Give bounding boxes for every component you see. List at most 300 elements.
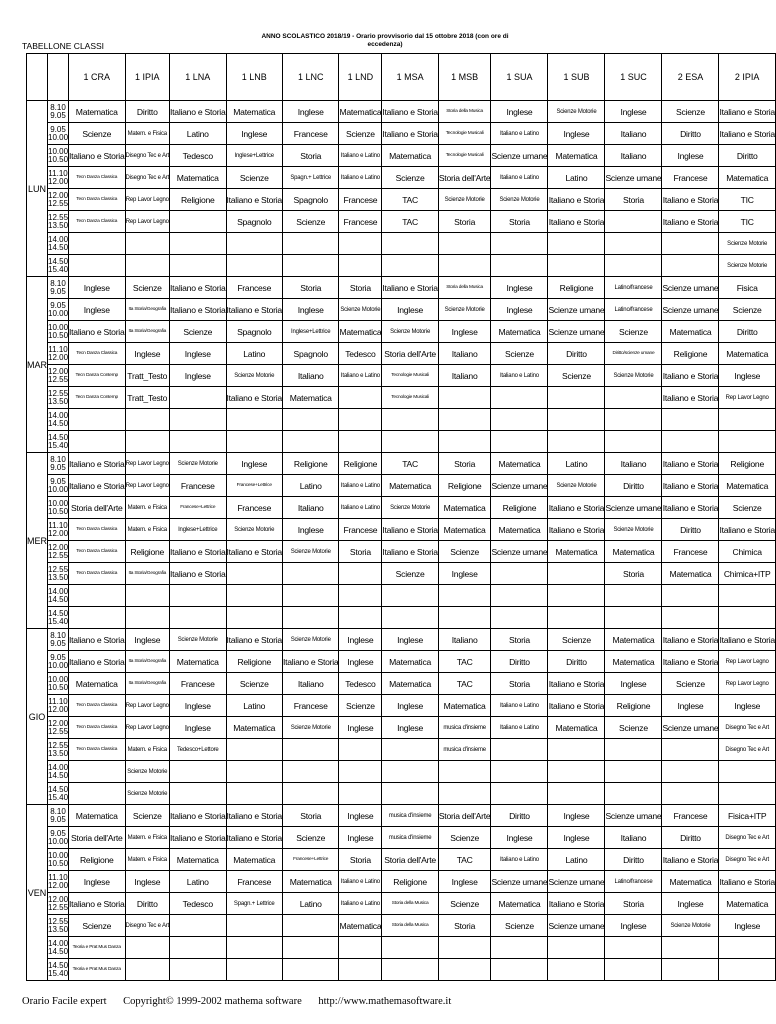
time-start: 12.00 (48, 190, 69, 200)
lesson-cell: Italiano e Latino (339, 475, 382, 497)
lesson-cell: Inglese (282, 101, 338, 123)
class-header-1-ipia: 1 IPIA (125, 54, 170, 101)
lesson-cell: Francese (662, 805, 719, 827)
lesson-cell: Latino (170, 871, 226, 893)
time-slot (48, 475, 69, 497)
lesson-cell: Matematica (491, 893, 548, 915)
lesson-cell: Matematica (282, 387, 338, 409)
lesson-cell: Inglese (125, 629, 170, 651)
lesson-cell: Inglese (339, 827, 382, 849)
schedule-row (27, 695, 776, 717)
schedule-row (27, 321, 776, 343)
lesson-cell: Scienze (382, 167, 438, 189)
lesson-cell (662, 233, 719, 255)
lesson-cell: Religione (438, 475, 491, 497)
lesson-cell: Francese (339, 519, 382, 541)
lesson-cell: Tratt_Testo (125, 387, 170, 409)
lesson-cell: Inglese (438, 321, 491, 343)
lesson-cell: Matematica (662, 871, 719, 893)
lesson-cell (491, 607, 548, 629)
lesson-cell: Francese+Lettrice (170, 497, 226, 519)
lesson-cell (170, 607, 226, 629)
lesson-cell: Inglese (69, 299, 125, 321)
lesson-cell (438, 937, 491, 959)
lesson-cell: TAC (382, 211, 438, 233)
schedule-row (27, 959, 776, 981)
lesson-cell (548, 585, 605, 607)
lesson-cell (605, 585, 662, 607)
lesson-cell: Scienze Motorie (662, 915, 719, 937)
lesson-cell: Italiano e Storia (170, 101, 226, 123)
lesson-cell: Scienze Motorie (548, 475, 605, 497)
lesson-cell: Scienze Motorie (719, 233, 775, 255)
lesson-cell: Inglese (548, 123, 605, 145)
time-slot (48, 409, 69, 431)
lesson-cell: Storia (339, 277, 382, 299)
time-slot (48, 233, 69, 255)
time-end: 10.00 (48, 836, 69, 846)
lesson-cell (382, 255, 438, 277)
lesson-cell: Matematica (69, 101, 125, 123)
time-end: 14.50 (48, 946, 69, 956)
lesson-cell: Italiano e Storia (662, 497, 719, 519)
lesson-cell: Religione (339, 453, 382, 475)
lesson-cell: Italiano e Storia (662, 629, 719, 651)
lesson-cell (662, 739, 719, 761)
lesson-cell (438, 959, 491, 981)
lesson-cell: Italiano e Latino (339, 145, 382, 167)
lesson-cell: Italiano e Latino (339, 497, 382, 519)
lesson-cell (605, 409, 662, 431)
schedule-row (27, 387, 776, 409)
lesson-cell (170, 211, 226, 233)
schedule-row (27, 453, 776, 475)
lesson-cell: Italiano e Storia (548, 189, 605, 211)
time-slot (48, 849, 69, 871)
lesson-cell (491, 409, 548, 431)
lesson-cell (662, 761, 719, 783)
lesson-cell: Inglese (662, 893, 719, 915)
time-end: 13.50 (48, 572, 69, 582)
time-start: 9.05 (50, 300, 66, 310)
lesson-cell: Scienze umane (605, 497, 662, 519)
header-corner (48, 54, 69, 101)
time-end: 10.00 (48, 484, 69, 494)
lesson-cell (69, 783, 125, 805)
schedule-row (27, 827, 776, 849)
lesson-cell: Scienze Motorie (282, 541, 338, 563)
lesson-cell (226, 585, 282, 607)
lesson-cell: Matematica (382, 673, 438, 695)
lesson-cell: Rep Lavor Legno (719, 387, 775, 409)
lesson-cell: Rep Lavor Legno (719, 673, 775, 695)
lesson-cell: Italiano e Latino (491, 167, 548, 189)
lesson-cell (339, 563, 382, 585)
lesson-cell (719, 585, 775, 607)
time-slot (48, 541, 69, 563)
lesson-cell: Tecn Danza Classica (69, 541, 125, 563)
lesson-cell: Scienze umane (491, 475, 548, 497)
time-start: 11.10 (48, 168, 68, 178)
schedule-row (27, 673, 776, 695)
time-slot (48, 123, 69, 145)
lesson-cell: Scienze Motorie (226, 519, 282, 541)
lesson-cell: TAC (382, 189, 438, 211)
lesson-cell: Spagn.+ Lettrice (226, 893, 282, 915)
lesson-cell: Francese (339, 189, 382, 211)
time-slot (48, 519, 69, 541)
lesson-cell: Diritto (125, 893, 170, 915)
lesson-cell: Storia della Musica (438, 277, 491, 299)
lesson-cell: Francese (662, 541, 719, 563)
lesson-cell (69, 233, 125, 255)
lesson-cell: Scienze (69, 915, 125, 937)
lesson-cell: Matematica (605, 629, 662, 651)
lesson-cell: Diritto (719, 321, 775, 343)
lesson-cell: Diritto (605, 849, 662, 871)
time-start: 8.10 (50, 454, 66, 464)
time-slot (48, 739, 69, 761)
time-slot (48, 343, 69, 365)
schedule-row (27, 409, 776, 431)
lesson-cell: Scienze umane (548, 299, 605, 321)
schedule-row (27, 255, 776, 277)
lesson-cell: Scienze (662, 101, 719, 123)
lesson-cell: Italiano e Storia (170, 541, 226, 563)
lesson-cell (438, 387, 491, 409)
lesson-cell: Storia (282, 145, 338, 167)
lesson-cell: Scienze (382, 563, 438, 585)
lesson-cell: Italiano e Storia (719, 123, 775, 145)
time-slot (48, 277, 69, 299)
time-slot (48, 607, 69, 629)
class-header-2-ipia: 2 IPIA (719, 54, 775, 101)
lesson-cell: Tecn Danza Classica (69, 167, 125, 189)
lesson-cell: Matematica (438, 519, 491, 541)
lesson-cell: Inglese+Lettrice (170, 519, 226, 541)
lesson-cell (282, 409, 338, 431)
lesson-cell (382, 233, 438, 255)
lesson-cell: Scienze (719, 299, 775, 321)
lesson-cell: Disegno Tec e Art (719, 827, 775, 849)
lesson-cell: Italiano e Storia (226, 805, 282, 827)
lesson-cell: Inglese (282, 299, 338, 321)
lesson-cell: Storia dell'Arte (438, 167, 491, 189)
time-end: 15.40 (48, 792, 69, 802)
lesson-cell: Scienze umane (548, 871, 605, 893)
board-label: TABELLONE CLASSI (22, 41, 105, 51)
lesson-cell: Inglese (438, 871, 491, 893)
lesson-cell: Scienze Motorie (170, 453, 226, 475)
lesson-cell (382, 431, 438, 453)
lesson-cell: Italiano e Storia (719, 871, 775, 893)
lesson-cell: Spagnolo (282, 343, 338, 365)
lesson-cell (605, 783, 662, 805)
lesson-cell: musica d'insieme (438, 717, 491, 739)
lesson-cell: Francese (226, 871, 282, 893)
lesson-cell: Tecn Danza Classica (69, 211, 125, 233)
class-header-1-sua: 1 SUA (491, 54, 548, 101)
lesson-cell (662, 607, 719, 629)
lesson-cell: TIC (719, 211, 775, 233)
lesson-cell: Matematica (719, 167, 775, 189)
lesson-cell: Disegno Tec e Art (719, 739, 775, 761)
lesson-cell: Tecnologie Musicali (382, 387, 438, 409)
lesson-cell: Inglese (491, 277, 548, 299)
lesson-cell: Italiano e Latino (491, 123, 548, 145)
lesson-cell: Inglese+Lettrice (226, 145, 282, 167)
lesson-cell: Italiano e Storia (719, 519, 775, 541)
footer-url: http://www.mathemasoftware.it (318, 996, 452, 1007)
lesson-cell: Scienze (125, 277, 170, 299)
lesson-cell: Tecn Danza Classica (69, 343, 125, 365)
lesson-cell: Storia (491, 211, 548, 233)
time-end: 12.55 (48, 550, 69, 560)
lesson-cell: Matem. e Fisica (125, 849, 170, 871)
lesson-cell: Rep Lavor Legno (125, 453, 170, 475)
lesson-cell: Matematica (339, 101, 382, 123)
schedule-row (27, 849, 776, 871)
class-header-1-msb: 1 MSB (438, 54, 491, 101)
time-start: 12.00 (48, 366, 69, 376)
lesson-cell (69, 255, 125, 277)
lesson-cell: Scienze Motorie (438, 189, 491, 211)
lesson-cell: Chimica+ITP (719, 563, 775, 585)
lesson-cell: Storia (282, 277, 338, 299)
time-slot (48, 629, 69, 651)
lesson-cell: Italiano e Storia (69, 893, 125, 915)
time-end: 12.55 (48, 374, 69, 384)
lesson-cell: Tedesco+Lettore (170, 739, 226, 761)
lesson-cell: Italiano e Storia (662, 453, 719, 475)
time-start: 12.00 (48, 542, 69, 552)
time-end: 12.55 (48, 902, 69, 912)
lesson-cell: musica d'insieme (382, 827, 438, 849)
time-end: 13.50 (48, 924, 69, 934)
lesson-cell: Scienze umane (662, 717, 719, 739)
time-start: 14.00 (48, 586, 69, 596)
lesson-cell: Diritto (662, 827, 719, 849)
lesson-cell: Scienze Motorie (438, 299, 491, 321)
lesson-cell: Italiano e Storia (226, 541, 282, 563)
class-header-1-lnc: 1 LNC (282, 54, 338, 101)
lesson-cell: Storia dell'Arte (382, 849, 438, 871)
schedule-title: ANNO SCOLASTICO 2018/19 - Orario provvisorio dal 15 ottobre 2018 (con ore di eccedenza) (261, 33, 509, 48)
lesson-cell: Storia della Musica (438, 101, 491, 123)
lesson-cell: Religione (548, 277, 605, 299)
lesson-cell: Inglese (491, 101, 548, 123)
lesson-cell: Italiano e Storia (548, 893, 605, 915)
time-start: 14.50 (48, 960, 69, 970)
lesson-cell (226, 607, 282, 629)
lesson-cell: TAC (438, 849, 491, 871)
lesson-cell: Scienze (226, 673, 282, 695)
lesson-cell: Italiano e Storia (170, 563, 226, 585)
lesson-cell: Latino (548, 453, 605, 475)
schedule-row (27, 563, 776, 585)
lesson-cell: Italiano e Storia (382, 519, 438, 541)
lesson-cell (339, 409, 382, 431)
lesson-cell (282, 739, 338, 761)
lesson-cell (339, 761, 382, 783)
lesson-cell: Scienze Motorie (605, 365, 662, 387)
class-header-1-lna: 1 LNA (170, 54, 226, 101)
lesson-cell: Storia dell'Arte (382, 343, 438, 365)
lesson-cell (548, 431, 605, 453)
lesson-cell: Tecn Danza Classica (69, 563, 125, 585)
lesson-cell (382, 937, 438, 959)
time-slot (48, 167, 69, 189)
lesson-cell: Matematica (548, 145, 605, 167)
lesson-cell: Scienze (339, 695, 382, 717)
time-start: 11.10 (48, 696, 68, 706)
lesson-cell (719, 937, 775, 959)
lesson-cell (69, 431, 125, 453)
lesson-cell: Matematica (438, 695, 491, 717)
lesson-cell: Diritto (491, 651, 548, 673)
lesson-cell: Matematica (170, 849, 226, 871)
lesson-cell: Matematica (605, 541, 662, 563)
lesson-cell: Diritto (662, 519, 719, 541)
lesson-cell (125, 255, 170, 277)
lesson-cell: Italiano e Storia (69, 321, 125, 343)
lesson-cell: Ita Storia/Geografia (125, 299, 170, 321)
lesson-cell: Matematica (382, 475, 438, 497)
class-header-1-lnd: 1 LND (339, 54, 382, 101)
lesson-cell: Disegno Tec e Art (719, 849, 775, 871)
time-end: 10.50 (48, 506, 69, 516)
lesson-cell: Storia (339, 849, 382, 871)
time-end: 10.00 (48, 132, 69, 142)
lesson-cell: Francese (170, 475, 226, 497)
lesson-cell: Italiano (605, 453, 662, 475)
lesson-cell (282, 761, 338, 783)
lesson-cell: Spagnolo (226, 321, 282, 343)
lesson-cell: Matematica (491, 519, 548, 541)
class-header-1-msa: 1 MSA (382, 54, 438, 101)
lesson-cell: Scienze (491, 915, 548, 937)
lesson-cell (491, 387, 548, 409)
lesson-cell: Tecn Danza Contemp (69, 365, 125, 387)
lesson-cell: Chimica (719, 541, 775, 563)
lesson-cell (548, 563, 605, 585)
lesson-cell: Scienze (548, 365, 605, 387)
lesson-cell: Religione (662, 343, 719, 365)
time-start: 10.00 (48, 850, 69, 860)
lesson-cell (491, 431, 548, 453)
time-end: 14.50 (48, 418, 69, 428)
schedule-row (27, 101, 776, 123)
lesson-cell (548, 255, 605, 277)
lesson-cell: Italiano e Storia (226, 629, 282, 651)
lesson-cell (339, 937, 382, 959)
lesson-cell: Inglese (170, 365, 226, 387)
lesson-cell: Francese+Lettrice (226, 475, 282, 497)
lesson-cell: Italiano e Latino (491, 695, 548, 717)
lesson-cell (719, 761, 775, 783)
lesson-cell: Teoria e Prat Mus Danza (69, 937, 125, 959)
time-end: 14.50 (48, 594, 69, 604)
lesson-cell: Matematica (605, 651, 662, 673)
schedule-row (27, 937, 776, 959)
lesson-cell: Matematica (170, 167, 226, 189)
lesson-cell: Teoria e Prat Mus Danza (69, 959, 125, 981)
time-start: 12.00 (48, 718, 69, 728)
schedule-row (27, 277, 776, 299)
lesson-cell: Fisica+ITP (719, 805, 775, 827)
lesson-cell: Diritto (719, 145, 775, 167)
time-end: 15.40 (48, 968, 69, 978)
lesson-cell: Inglese (382, 717, 438, 739)
lesson-cell (662, 585, 719, 607)
lesson-cell: Matematica (719, 893, 775, 915)
time-start: 10.00 (48, 674, 69, 684)
day-label: MAR (27, 277, 48, 453)
lesson-cell: Italiano e Storia (170, 299, 226, 321)
lesson-cell: Italiano e Storia (382, 123, 438, 145)
lesson-cell: Italiano e Storia (662, 849, 719, 871)
lesson-cell: Storia dell'Arte (69, 827, 125, 849)
time-slot (48, 365, 69, 387)
lesson-cell (719, 409, 775, 431)
lesson-cell (548, 409, 605, 431)
lesson-cell: Matematica (226, 101, 282, 123)
lesson-cell: Italiano e Storia (226, 299, 282, 321)
lesson-cell: Francese (282, 695, 338, 717)
lesson-cell: Italiano (282, 673, 338, 695)
class-header-1-suc: 1 SUC (605, 54, 662, 101)
schedule-row (27, 915, 776, 937)
lesson-cell (339, 255, 382, 277)
lesson-cell: Scienze Motorie (382, 497, 438, 519)
time-slot (48, 673, 69, 695)
time-end: 15.40 (48, 440, 69, 450)
lesson-cell (491, 585, 548, 607)
lesson-cell (226, 783, 282, 805)
lesson-cell: Scienze umane (605, 805, 662, 827)
schedule-row (27, 761, 776, 783)
time-end: 12.00 (48, 704, 69, 714)
lesson-cell (382, 959, 438, 981)
lesson-cell: Rep Lavor Legno (125, 695, 170, 717)
lesson-cell (69, 607, 125, 629)
lesson-cell: Latino/francese (605, 871, 662, 893)
lesson-cell (339, 431, 382, 453)
lesson-cell: Inglese (125, 343, 170, 365)
lesson-cell: Scienze Motorie (226, 365, 282, 387)
lesson-cell: Italiano e Storia (170, 805, 226, 827)
lesson-cell: Scienze umane (491, 145, 548, 167)
lesson-cell: Scienze Motorie (125, 761, 170, 783)
day-label: GIO (27, 629, 48, 805)
lesson-cell: Religione (226, 651, 282, 673)
lesson-cell: Inglese (605, 101, 662, 123)
lesson-cell: Inglese (382, 299, 438, 321)
time-end: 9.05 (50, 286, 66, 296)
lesson-cell: Tecn Danza Classica (69, 739, 125, 761)
lesson-cell: Italiano e Storia (170, 277, 226, 299)
lesson-cell: Religione (605, 695, 662, 717)
lesson-cell: Francese (339, 211, 382, 233)
lesson-cell: Inglese (438, 563, 491, 585)
lesson-cell (339, 739, 382, 761)
lesson-cell (438, 761, 491, 783)
lesson-cell (226, 739, 282, 761)
lesson-cell: Scienze Motorie (282, 717, 338, 739)
lesson-cell: Italiano e Latino (491, 717, 548, 739)
lesson-cell: Scienze (125, 805, 170, 827)
time-start: 12.55 (48, 212, 69, 222)
